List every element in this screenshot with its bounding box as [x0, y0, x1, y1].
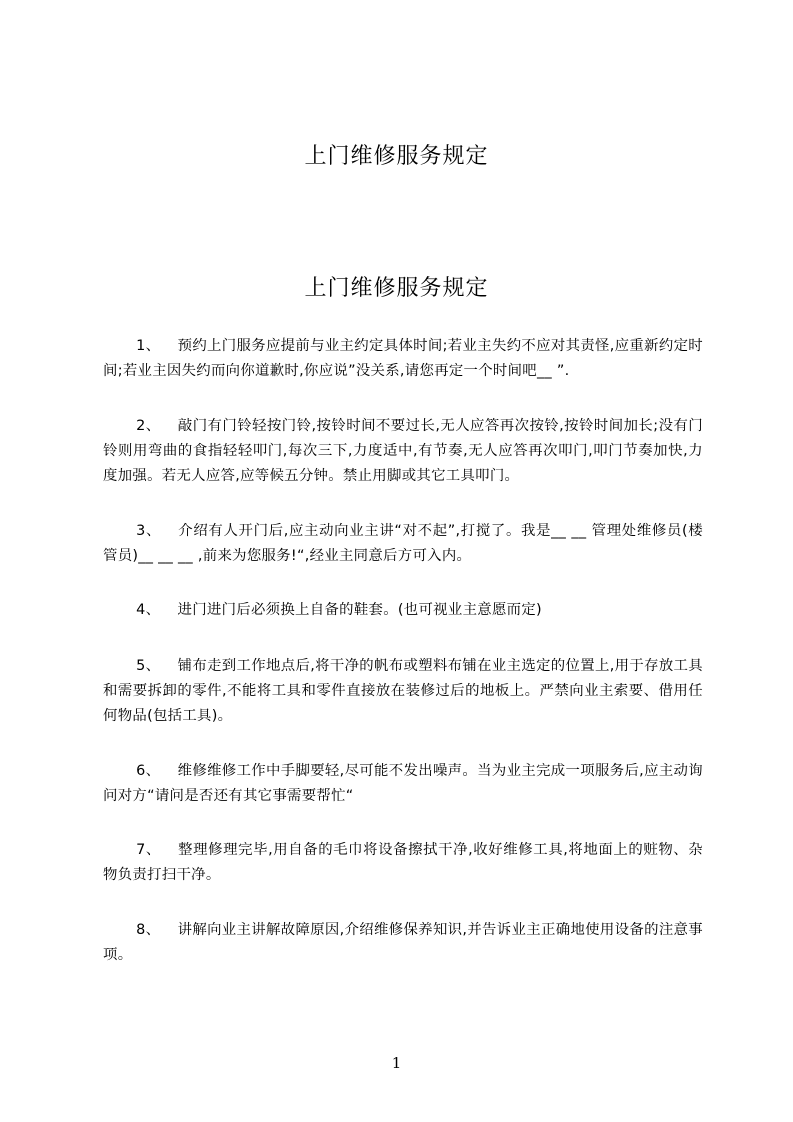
paragraph-number: 5、 [136, 658, 161, 674]
page-title: 上门维修服务规定 [304, 144, 489, 169]
paragraph-6 [103, 759, 703, 809]
paragraph-7 [103, 838, 703, 888]
paragraph-number: 4、 [136, 602, 161, 618]
paragraph-5 [103, 654, 703, 729]
paragraph-text: 进门进门后必须换上自备的鞋套。(也可视业主意愿而定) [177, 602, 542, 618]
paragraph-3 [103, 519, 703, 569]
paragraph-number: 2、 [136, 418, 161, 434]
paragraph-8 [103, 918, 703, 968]
paragraph-text: 铺布走到工作地点后,将干净的帆布或塑料布铺在业主选定的位置上,用于存放工具和需要拆卸的零件,不能将工具和零件直接放在装修过后的地板上。严禁向业主索要、借用任何物品(包括工具)。 [103, 658, 703, 724]
page-number: 1 [391, 1054, 402, 1072]
paragraph-number: 8、 [136, 922, 161, 938]
paragraph-4 [103, 598, 703, 623]
paragraph-number: 7、 [136, 842, 161, 858]
paragraph-2 [103, 414, 703, 489]
paragraph-text: 讲解向业主讲解故障原因,介绍维修保养知识,并告诉业主正确地使用设备的注意事项。 [103, 922, 703, 963]
paragraph-text: 介绍有人开门后,应主动向业主讲“对不起”,打搅了。我是__ __ 管理处维修员(楼管员)__ __ __ ,前来为您服务!“,经业主同意后方可入内。 [103, 523, 704, 564]
paragraph-text: 整理修理完毕,用自备的毛巾将设备擦拭干净,收好维修工具,将地面上的赃物、杂物负责打扫干净。 [103, 842, 703, 883]
paragraph-number: 3、 [136, 523, 162, 539]
paragraph-1 [103, 334, 703, 384]
paragraph-text: 维修维修工作中手脚要轻,尽可能不发出噪声。当为业主完成一项服务后,应主动询问对方“请问是否还有其它事需要帮忙“ [103, 763, 703, 804]
paragraph-number: 6、 [136, 763, 161, 779]
paragraph-number: 1、 [136, 338, 161, 354]
paragraph-text: 敲门有门铃轻按门铃,按铃时间不要过长,无人应答再次按铃,按铃时间加长;没有门铃则用弯曲的食指轻轻叩门,每次三下,力度适中,有节奏,无人应答再次叩门,叩门节奏加快,力度加强。若无人应答,应等候五分钟。禁止用脚或其它工具叩门。 [103, 418, 703, 484]
document-title: 上门维修服务规定 [304, 276, 489, 301]
paragraph-text: 预约上门服务应提前与业主约定具体时间;若业主失约不应对其责怪,应重新约定时间;若业主因失约而向你道歉时,你应说”没关系,请您再定一个时间吧__ ”. [103, 338, 703, 379]
